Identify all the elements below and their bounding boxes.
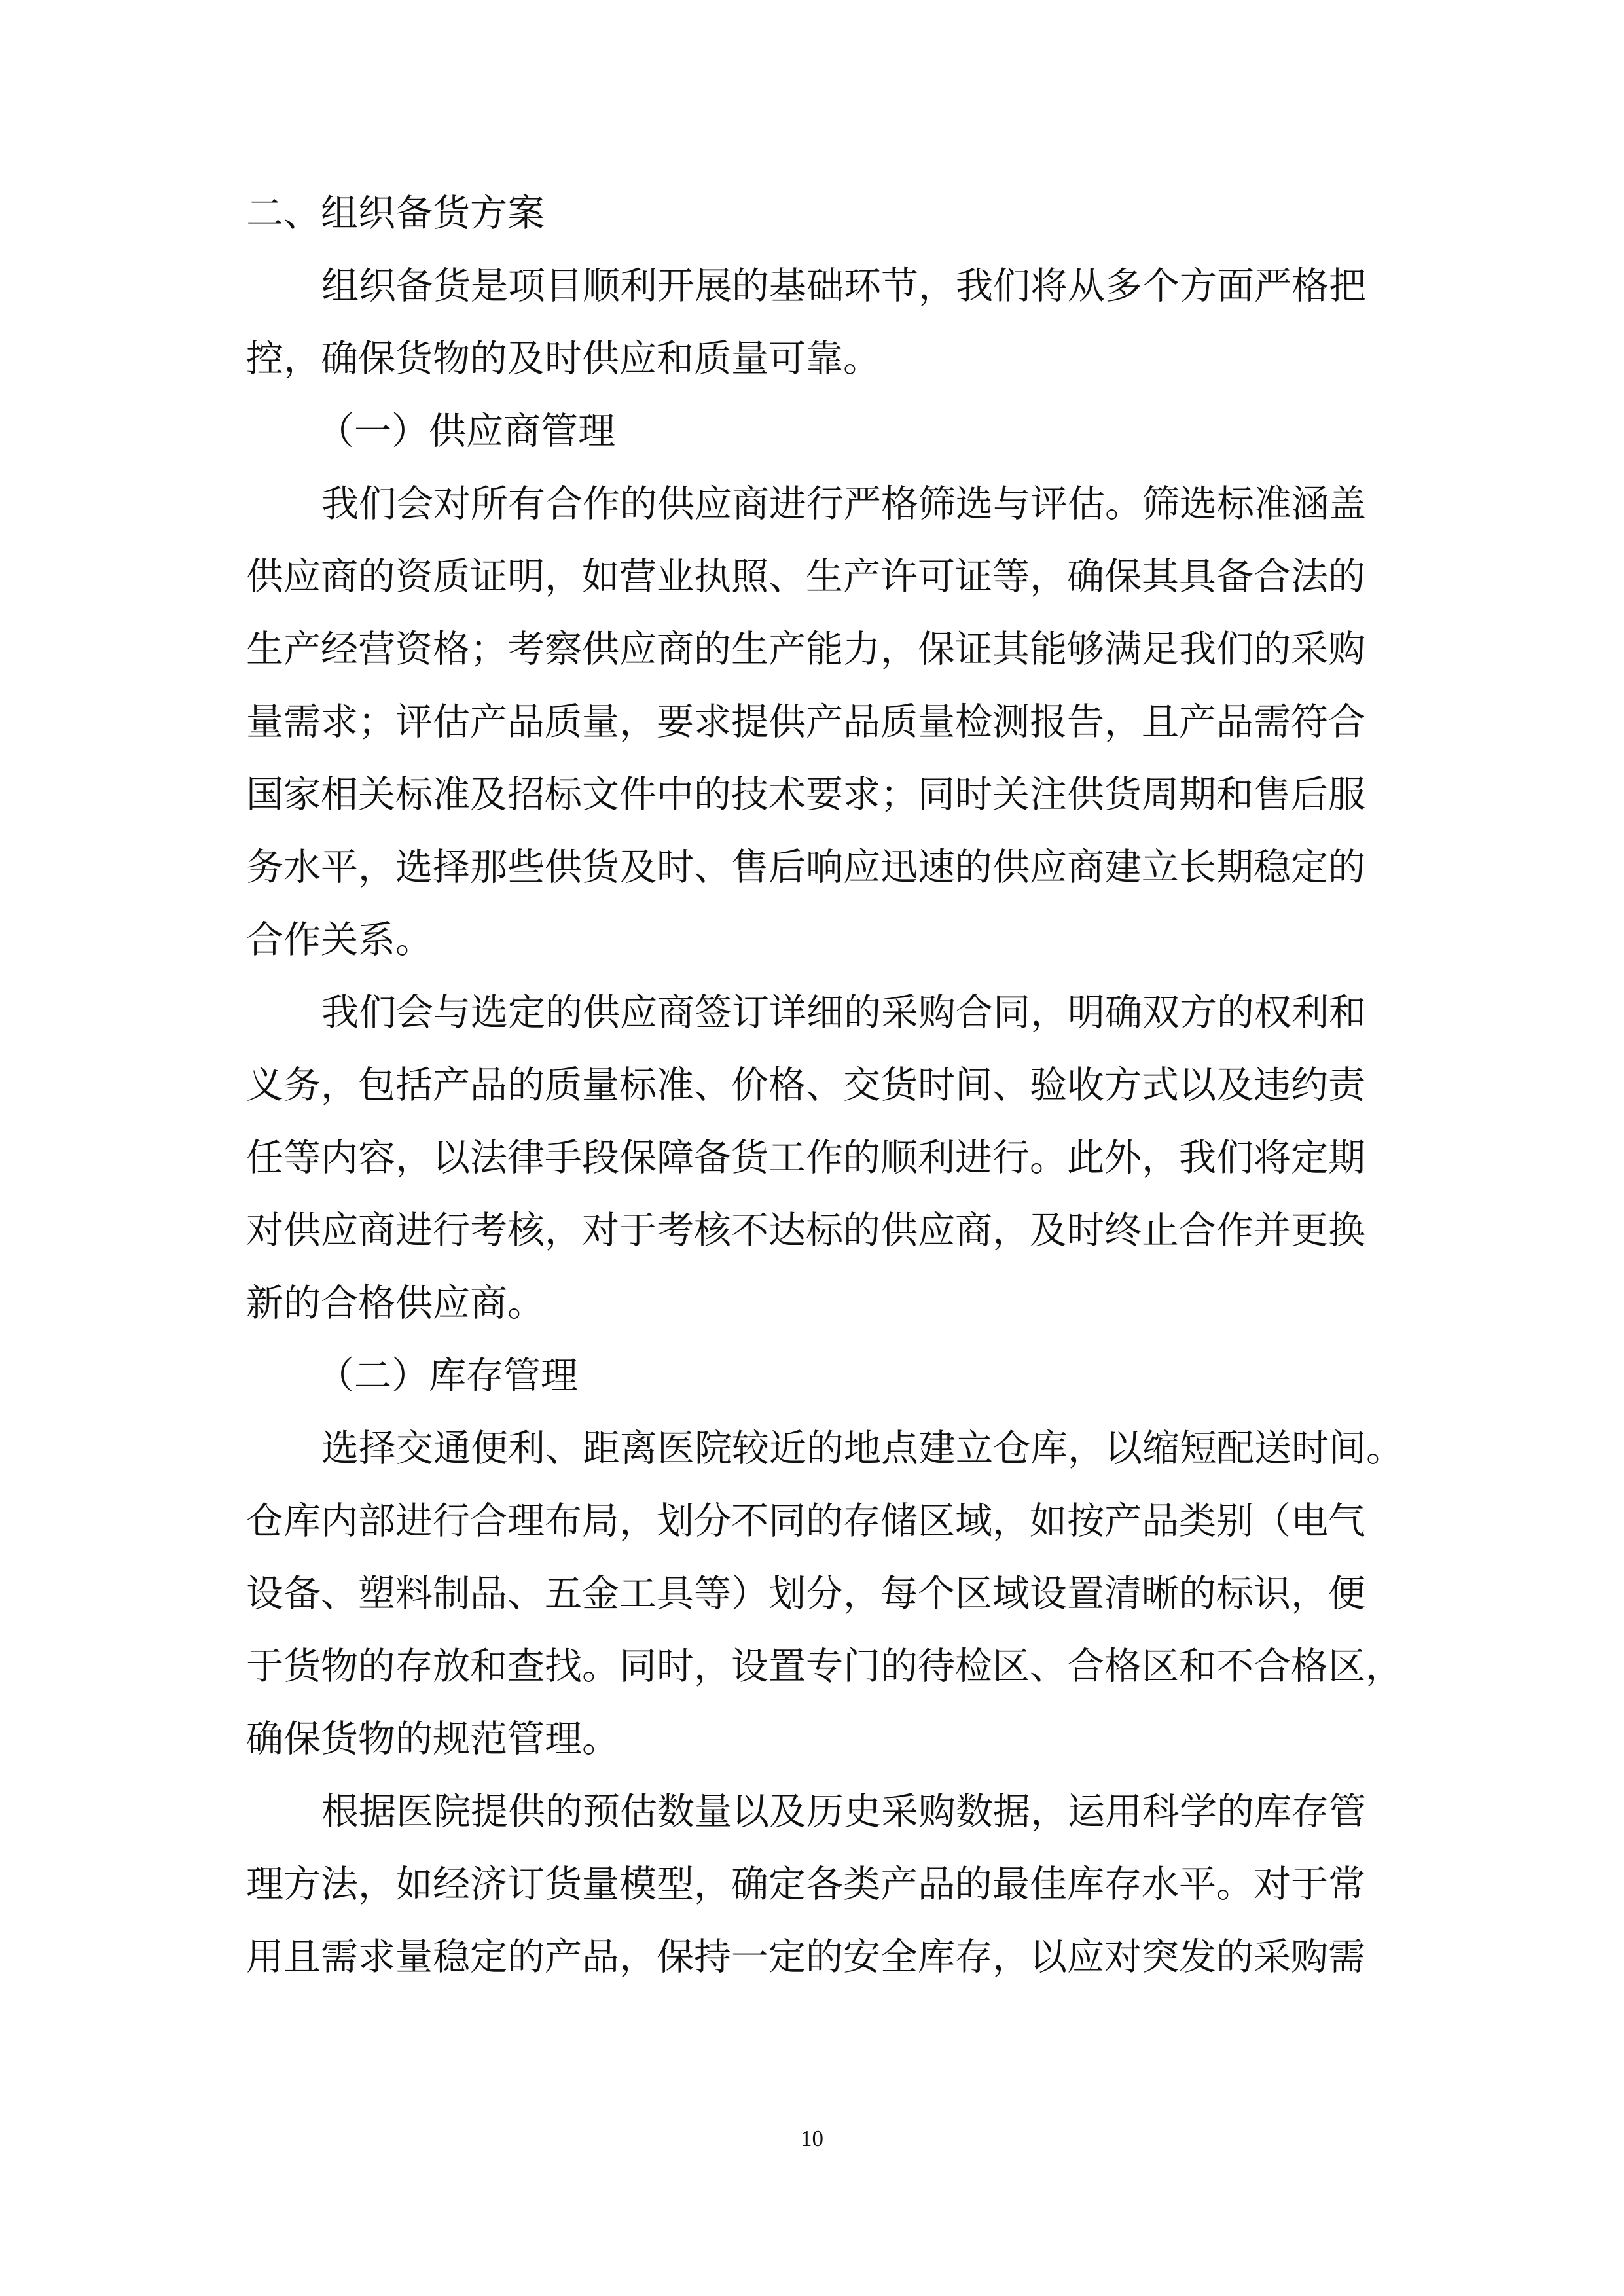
- paragraph-line: 务水平，选择那些供货及时、售后响应迅速的供应商建立长期稳定的: [246, 846, 1365, 889]
- section-heading: 二、组织备货方案: [246, 192, 545, 235]
- paragraph-line: 选择交通便利、距离医院较近的地点建立仓库，以缩短配送时间。: [321, 1427, 1403, 1470]
- paragraph-line: 我们会与选定的供应商签订详细的采购合同，明确双方的权利和: [321, 991, 1366, 1034]
- paragraph-line: 新的合格供应商。: [246, 1282, 545, 1325]
- paragraph-line: 于货物的存放和查找。同时，设置专门的待检区、合格区和不合格区，: [246, 1645, 1403, 1688]
- intro-line: 控，确保货物的及时供应和质量可靠。: [246, 337, 880, 380]
- paragraph-line: 确保货物的规范管理。: [246, 1717, 619, 1761]
- paragraph-line: 仓库内部进行合理布局，划分不同的存储区域，如按产品类别（电气: [246, 1499, 1365, 1543]
- page-number: 10: [801, 2126, 823, 2151]
- paragraph-line: 合作关系。: [246, 918, 433, 961]
- paragraph-line: 我们会对所有合作的供应商进行严格筛选与评估。筛选标准涵盖: [321, 482, 1366, 526]
- paragraph-line: 量需求；评估产品质量，要求提供产品质量检测报告，且产品需符合: [246, 700, 1365, 744]
- paragraph-line: 用且需求量稳定的产品，保持一定的安全库存，以应对突发的采购需: [246, 1935, 1365, 1979]
- subsection-heading-supplier: （一）供应商管理: [317, 410, 615, 453]
- paragraph-line: 根据医院提供的预估数量以及历史采购数据，运用科学的库存管: [321, 1790, 1366, 1833]
- paragraph-line: 任等内容，以法律手段保障备货工作的顺利进行。此外，我们将定期: [246, 1136, 1365, 1179]
- paragraph-line: 国家相关标准及招标文件中的技术要求；同时关注供货周期和售后服: [246, 773, 1365, 816]
- paragraph-line: 供应商的资质证明，如营业执照、生产许可证等，确保其具备合法的: [246, 555, 1365, 598]
- paragraph-line: 义务，包括产品的质量标准、价格、交货时间、验收方式以及违约责: [246, 1064, 1365, 1107]
- subsection-heading-inventory: （二）库存管理: [317, 1354, 578, 1397]
- paragraph-line: 生产经营资格；考察供应商的生产能力，保证其能够满足我们的采购: [246, 628, 1365, 671]
- paragraph-line: 对供应商进行考核，对于考核不达标的供应商，及时终止合作并更换: [246, 1209, 1365, 1252]
- intro-line: 组织备货是项目顺利开展的基础环节，我们将从多个方面严格把: [321, 264, 1366, 308]
- paragraph-line: 设备、塑料制品、五金工具等）划分，每个区域设置清晰的标识，便: [246, 1572, 1365, 1615]
- paragraph-line: 理方法，如经济订货量模型，确定各类产品的最佳库存水平。对于常: [246, 1863, 1365, 1906]
